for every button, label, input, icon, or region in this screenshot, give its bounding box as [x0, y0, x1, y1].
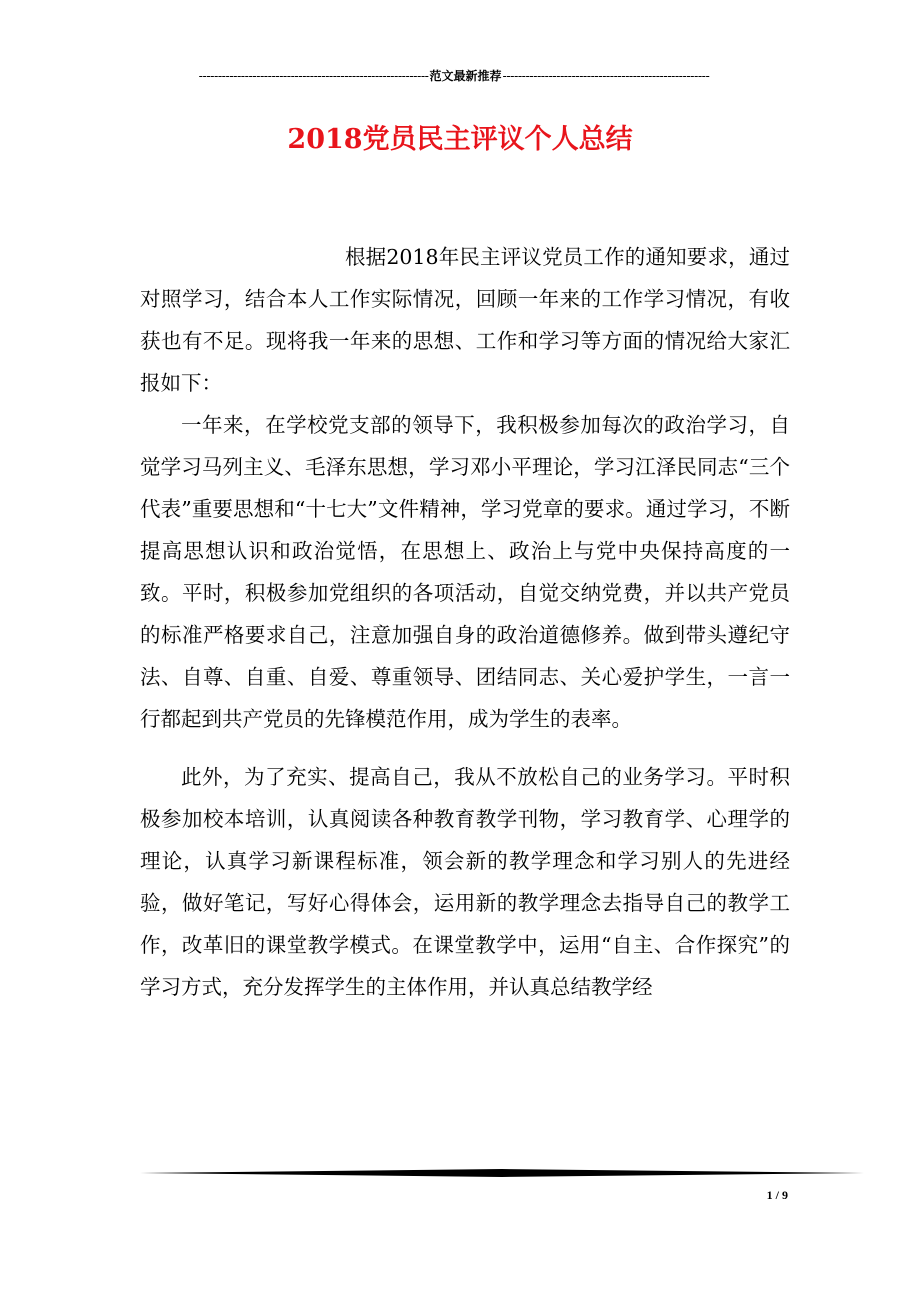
- paragraph: 根据2018年民主评议党员工作的通知要求，通过对照学习，结合本人工作实际情况，回顾一年来的工作学习情况，有收获也有不足。现将我一年来的思想、工作和学习等方面的情况给大家汇报如下：: [140, 245, 790, 395]
- paragraph: 一年来，在学校党支部的领导下，我积极参加每次的政治学习，自觉学习马列主义、毛泽东思想，学习邓小平理论，学习江泽民同志“三个代表”重要思想和“十七大”文件精神，学习党章的要求。通过学习，不断提高思想认识和政治觉悟，在思想上、政治上与党中央保持高度的一致。平时，积极参加党组织的各项活动，自觉交纳党费，并以共产党员的标准严格要求自己，注意加强自身的政治道德修养。做到带头遵纪守法、自尊、自重、自爱、尊重领导、团结同志、关心爱护学生，一言一行都起到共产党员的先锋模范作用，成为学生的表率。: [140, 413, 790, 731]
- document-title: 2018党员民主评议个人总结: [287, 124, 633, 155]
- paragraph: 此外，为了充实、提高自己，我从不放松自己的业务学习。平时积极参加校本培训，认真阅读各种教育教学刊物，学习教育学、心理学的理论，认真学习新课程标准，领会新的教学理念和学习别人的先进经验，做好笔记，写好心得体会，运用新的教学理念去指导自己的教学工作，改革旧的课堂教学模式。在课堂教学中，运用“自主、合作探究”的学习方式，充分发挥学生的主体作用，并认真总结教学经: [140, 765, 790, 999]
- document-body: [140, 236, 790, 1008]
- header-right-dashes: ------------------------------------------------------: [502, 69, 710, 83]
- header-left-dashes: ------------------------------------------------------------: [198, 69, 429, 83]
- page-number: 1 / 9: [766, 1188, 788, 1202]
- header-text: 范文最新推荐: [429, 69, 502, 83]
- footer-divider: [140, 1166, 864, 1180]
- page-header: [140, 66, 768, 86]
